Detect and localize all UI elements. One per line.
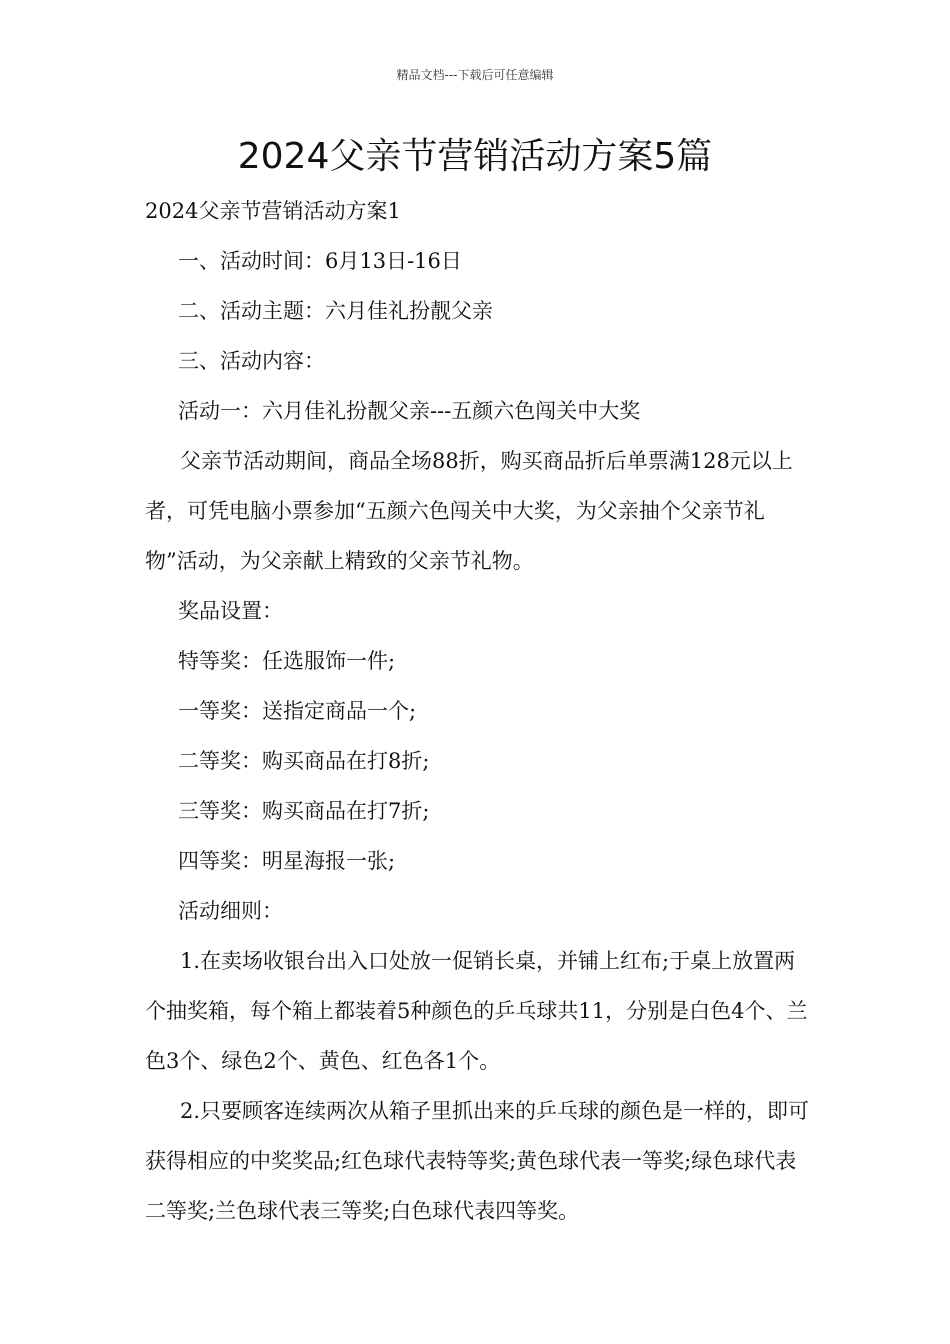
paragraph-prize-special: 特等奖：任选服饰一件; xyxy=(178,649,396,673)
paragraph-prize-settings: 奖品设置： xyxy=(178,599,283,623)
paragraph-prize-first: 一等奖：送指定商品一个; xyxy=(178,699,417,723)
paragraph-rule-one: 1.在卖场收银台出入口处放一促销长桌，并铺上红布;于桌上放置两个抽奖箱，每个箱上都装着5种颜色的乒乓球共11，分别是白色4个、兰色3个、绿色2个、黄色、红色各1个。 xyxy=(145,949,808,1073)
paragraph-prize-fourth: 四等奖：明星海报一张; xyxy=(178,849,396,873)
paragraph-subtitle: 2024父亲节营销活动方案1 xyxy=(145,199,401,223)
paragraph-rules-heading: 活动细则： xyxy=(178,899,283,923)
paragraph-rule-two: 2.只要顾客连续两次从箱子里抓出来的乒乓球的颜色是一样的，即可获得相应的中奖奖品;红色球代表特等奖;黄色球代表一等奖;绿色球代表二等奖;兰色球代表三等奖;白色球代表四等奖。 xyxy=(145,1099,810,1223)
paragraph-activity-description: 父亲节活动期间，商品全场88折，购买商品折后单票满128元以上者，可凭电脑小票参加“五颜六色闯关中大奖，为父亲抽个父亲节礼物”活动，为父亲献上精致的父亲节礼物。 xyxy=(145,449,793,573)
paragraph-activity-content: 三、活动内容： xyxy=(178,349,325,373)
paragraph-activity-theme: 二、活动主题：六月佳礼扮靓父亲 xyxy=(178,299,493,323)
paragraph-prize-second: 二等奖：购买商品在打8折; xyxy=(178,749,430,773)
paragraph-activity-one: 活动一：六月佳礼扮靓父亲---五颜六色闯关中大奖 xyxy=(178,399,641,423)
paragraph-activity-time: 一、活动时间：6月13日-16日 xyxy=(178,249,462,273)
header-note: 精品文档---下载后可任意编辑 xyxy=(396,68,554,82)
document-title: 2024父亲节营销活动方案5篇 xyxy=(237,136,713,177)
document-body xyxy=(145,186,810,1236)
paragraph-prize-third: 三等奖：购买商品在打7折; xyxy=(178,799,430,823)
